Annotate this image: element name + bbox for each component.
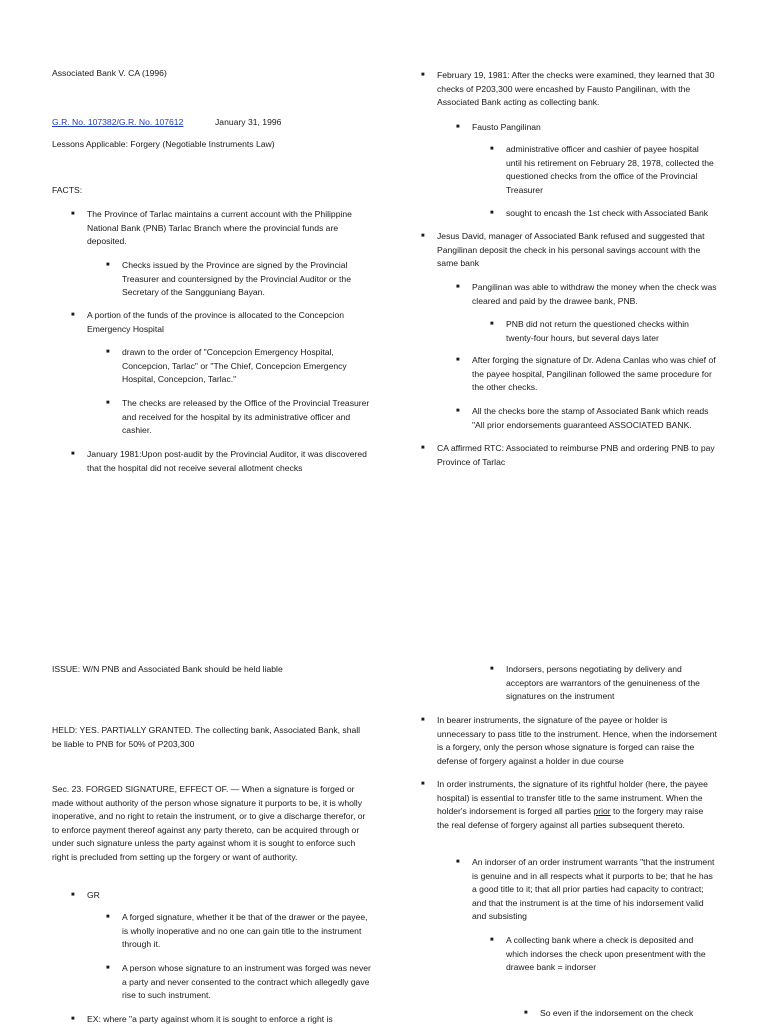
list-item <box>421 230 722 271</box>
bullet-icon: ■ <box>71 312 75 318</box>
list-item <box>106 259 372 300</box>
bullet-icon: ■ <box>490 666 494 672</box>
bullet-icon: ■ <box>106 914 110 920</box>
list-item <box>490 318 716 345</box>
list-item-text: PNB did not return the questioned checks within twenty-four hours, but several days later <box>506 319 689 343</box>
bullet-icon: ■ <box>71 211 75 217</box>
list-item <box>421 69 722 110</box>
list-item-text: Indorsers, persons negotiating by delivery and acceptors are warrantors of the genuineness of the signatures on the instrument <box>506 664 700 702</box>
list-item-text: Checks issued by the Province are signed by the Provincial Treasurer and countersigned by the Provincial Auditor or the Secretary of the Sangguniang Bayan. <box>122 260 351 298</box>
gr-number-link[interactable] <box>52 116 183 130</box>
list-item <box>106 911 372 952</box>
list-item <box>71 208 377 249</box>
list-item-text: After forging the signature of Dr. Adena Canlas who was chief of the payee hospital, Pangilinan followed the same procedure for the other checks. <box>472 355 716 393</box>
list-item-text: Pangilinan was able to withdraw the money when the check was cleared and paid by the drawee bank, PNB. <box>472 282 717 306</box>
list-item-text: A forged signature, whether it be that of the drawer or the payee, is wholly inoperative and no one can gain title to the instrument through it. <box>122 912 368 950</box>
list-item <box>71 1013 387 1024</box>
list-item <box>490 934 716 975</box>
bullet-icon: ■ <box>490 210 494 216</box>
list-item-text: So even if the indorsement on the check <box>540 1008 694 1018</box>
bullet-icon: ■ <box>421 717 425 723</box>
case-title: Associated Bank V. CA (1996) <box>52 68 167 78</box>
list-item-text: In order instruments, the signature of its rightful holder (here, the payee hospital) is essential to transfer title to the same instrument. When the holder's indorsement is forged all parties prior to the forgery may raise the real defense of forgery against all parties subsequent thereto. <box>437 779 708 830</box>
list-item <box>456 354 717 395</box>
bullet-icon: ■ <box>106 349 110 355</box>
list-item <box>421 778 717 832</box>
bullet-icon: ■ <box>524 1010 528 1016</box>
list-item <box>490 207 721 221</box>
bullet-icon: ■ <box>490 937 494 943</box>
bullet-icon: ■ <box>421 781 425 787</box>
bullet-icon: ■ <box>106 262 110 268</box>
list-item <box>490 143 716 197</box>
list-item-text: A portion of the funds of the province is allocated to the Concepcion Emergency Hospital <box>87 310 345 334</box>
issue-statement: ISSUE: W/N PNB and Associated Bank should be held liable <box>52 664 283 674</box>
list-item <box>456 856 717 924</box>
list-item-text: drawn to the order of "Concepcion Emergency Hospital, Concepcion, Tarlac" or "The Chief, Concepcion Emergency Hospital, Concepcion, Tarlac." <box>122 347 347 385</box>
list-item-text: Fausto Pangilinan <box>472 122 541 132</box>
list-item-text: January 1981:Upon post-audit by the Provincial Auditor, it was discovered that the hospital did not receive several allotment checks <box>87 449 367 473</box>
bullet-icon: ■ <box>456 408 460 414</box>
list-item-text: sought to encash the 1st check with Associated Bank <box>506 208 709 218</box>
list-item <box>490 663 716 704</box>
list-item <box>71 448 377 475</box>
list-item <box>456 405 717 432</box>
facts-heading: FACTS: <box>52 185 83 195</box>
decision-date: January 31, 1996 <box>215 117 282 127</box>
bullet-icon: ■ <box>456 357 460 363</box>
list-item-text: administrative officer and cashier of payee hospital until his retirement on February 28, 1978, collected the questioned checks from the office of the Provincial Treasurer <box>506 144 714 195</box>
list-item-text: In bearer instruments, the signature of the payee or holder is unnecessary to pass title to the instrument. Hence, when the indorsement is a forgery, only the person whose signature is forged can raise the defense of forgery against a holder in due course <box>437 715 717 766</box>
sec23-paragraph: Sec. 23. FORGED SIGNATURE, EFFECT OF. — When a signature is forged or made without authority of the person whose signature it purports to be, it is wholly inoperative, and no right to retain the instrument, or to give a discharge therefor, or to enforce payment thereof against any party thereto, can be acquired through or under such signature unless the party against whom it is sought to enforce such right is precluded from setting up the forgery or want of authority. <box>52 784 366 862</box>
bullet-icon: ■ <box>106 400 110 406</box>
list-item-text: The Province of Tarlac maintains a current account with the Philippine National Bank (PNB) Tarlac Branch where the provincial funds are deposited. <box>87 209 352 247</box>
bullet-icon: ■ <box>490 321 494 327</box>
bullet-icon: ■ <box>490 146 494 152</box>
list-item-text: A collecting bank where a check is deposited and which indorses the check upon presentment with the drawee bank = indorser <box>506 935 706 973</box>
bullet-icon: ■ <box>71 892 75 898</box>
bullet-icon: ■ <box>456 859 460 865</box>
held-statement: HELD: YES. PARTIALLY GRANTED. The collecting bank, Associated Bank, shall be liable to PNB for 50% of P203,300 <box>52 725 361 749</box>
bullet-icon: ■ <box>421 445 425 451</box>
bullet-icon: ■ <box>106 965 110 971</box>
list-item <box>106 962 372 1003</box>
bullet-icon: ■ <box>71 1016 75 1022</box>
list-item <box>456 121 712 135</box>
list-item <box>524 1007 720 1021</box>
list-item-text: A person whose signature to an instrument was forged was never a party and never consented to the contract which allegedly gave rise to such instrument. <box>122 963 371 1001</box>
list-item-text: February 19, 1981: After the checks were examined, they learned that 30 checks of P203,300 were encashed by Fausto Pangilinan, with the Associated Bank acting as collecting bank. <box>437 70 715 108</box>
bullet-icon: ■ <box>71 451 75 457</box>
list-item <box>421 714 717 768</box>
list-item-text: CA affirmed RTC: Associated to reimburse PNB and ordering PNB to pay Province of Tarlac <box>437 443 715 467</box>
bullet-icon: ■ <box>421 72 425 78</box>
lessons-applicable: Lessons Applicable: Forgery (Negotiable Instruments Law) <box>52 139 275 149</box>
list-item-text: EX: where "a party against whom it is sought to enforce a right is <box>87 1014 333 1024</box>
list-item <box>71 309 377 336</box>
list-item-text: The checks are released by the Office of the Provincial Treasurer and received for the hospital by its administrative officer and cashier. <box>122 398 370 436</box>
bullet-icon: ■ <box>456 284 460 290</box>
list-item-text: An indorser of an order instrument warrants "that the instrument is genuine and in all respects what it purports to be; that he has a good title to it; that all prior parties had capacity to contract; and that the instrument is at the time of his indorsement valid and subsisting <box>472 857 715 922</box>
bullet-icon: ■ <box>421 233 425 239</box>
gr-link-text[interactable]: G.R. No. 107382/G.R. No. 107612 <box>52 117 184 127</box>
bullet-icon: ■ <box>456 124 460 130</box>
list-item <box>456 281 717 308</box>
list-item <box>71 889 377 903</box>
list-item-text: Jesus David, manager of Associated Bank refused and suggested that Pangilinan deposit the check in his personal savings account with the same bank <box>437 231 705 269</box>
list-item <box>421 442 722 469</box>
list-item <box>106 346 372 387</box>
list-item-text: GR <box>87 890 100 900</box>
list-item <box>106 397 372 438</box>
list-item-text: All the checks bore the stamp of Associated Bank which reads "All prior endorsements guaranteed ASSOCIATED BANK. <box>472 406 709 430</box>
